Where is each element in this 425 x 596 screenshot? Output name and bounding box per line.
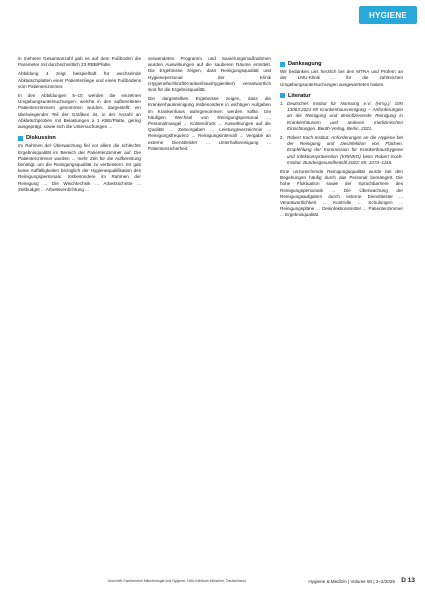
paragraph: Wir bedanken uns herzlich bei den MTRA und Prüfern an der LMU-Klinik ... für die zahlreichen Umgebungsuntersuchungen ausgewerteten haben. bbox=[280, 69, 403, 87]
section-heading-discussion: Diskussion bbox=[18, 135, 141, 141]
column-3 bbox=[280, 56, 403, 222]
footer-note: Anschrift: Fachbereich Mikrobiologie und Hygiene, LMU-Klinikum München, Deutschland bbox=[108, 579, 246, 583]
paragraph: Die dargestellten Ergebnisse zeigen, dass die Krankenhausreinigung insbesondere in wichtigen Aufgaben im Krankenhaus wahrgenommen werden sollte. Die häufigen Wechsel von Reinigungspersonal ... Personalmangel ... Kostendruck ... Auswirkungen auf die Qualität ... Zeitvorgaben ... Leistungsverzeichnis ... Reinigungsfrequenz ... Reinigungsintervall ... Vergabe an externe Dienstleister ... Unterhaltsreinigung ... Patientensicherheit. bbox=[148, 96, 271, 151]
section-heading-thanks: Danksagung bbox=[280, 61, 403, 67]
paragraph: Abbildung 4 zeigt beispielhaft für wechselnde Abklatschplatten einer Patientenliege und eines Fußbodens vom Patientenzimmer. bbox=[18, 71, 141, 89]
heading-marker-icon bbox=[18, 136, 23, 141]
column-2 bbox=[148, 56, 271, 155]
paragraph: Eine unzureichende Reinigungsqualität wurde bei den Begehungen häufig durch das Personal bemängelt. Die hohe Fluktuation sowie der Sprachbarriere des Reinigungspersonals ... Die Überwachung der Reinigungsaufgaben durch externe Dienstleister ... Verantwortlichkeit ... Kontrolle ... Schulungen ... Reinigungspläne ... Desinfektionsmittel ... Patientenzimmer ... Ergebnisqualität. bbox=[280, 169, 403, 218]
section-heading-literature: Literatur bbox=[280, 93, 403, 99]
paragraph: in mehrere Gesamtanzahl gab es auf dem Fußboden die Parameter mit durchschnittlich 23 RBB/Platte. bbox=[18, 56, 141, 68]
journal-citation: Hygiene & Medizin | Volume 50 | 1–2/2025 bbox=[308, 579, 395, 584]
reference-list bbox=[280, 101, 403, 166]
journal-logo: HYGIENE bbox=[359, 6, 417, 24]
heading-marker-icon bbox=[280, 93, 285, 98]
column-1 bbox=[18, 56, 141, 196]
page-number: D 13 bbox=[401, 577, 415, 584]
paragraph: verwendeten Programm und Sanierungsmaßnahmen wurden Auswirkungen auf die sauberen Räume ermittelt. Die Ergebnisse zeigen, dass Reinigungsqualität und Hygienepersonal der Klinik (Hygienefachkraft/Krankenhaushygieniker) verantwortlich sind für die Ergebnisqualität. bbox=[148, 56, 271, 93]
paragraph: In den Abbildungen 5–10 werden die einzelnen Umgebungsuntersuchungen, welche in den aufbereiteten Patientenzimmern genommen wurden, dargestellt: ein überwiegender Teil der Grafiken ist, in der Anzahl an Abklatschproben mit Belastungen ≥ 1 KBE/Platte, gering ausgeprägt, sowie sich die Untersuchungen ... bbox=[18, 93, 141, 130]
reference-item: 2. Robert Koch-Institut: Anforderungen an die Hygiene bei der Reinigung und Desinfektion von Flächen. Empfehlung der Kommission für Krankenhaushygiene und Infektionsprävention (KRINKO) beim Robert Koch-Institut. Bundesgesundheitsbl 2022; 65: 1074–1115. bbox=[280, 135, 403, 165]
paragraph: Im Rahmen der Überwachung fiel vor allem die schlechte Ergebnisqualität im Bereich der Patientenzimmer auf. Die Patientenzimmer wurden ... mehr Zeit für die Aufbereitung benötigt, um die Reinigungsqualität zu verbessern. Es gab keine Auffälligkeiten bezüglich der Hygienequalifikation des Reinigungspersonals. Insbesondere im Rahmen der Reinigung ... Die Wischtechnik ... Arbeitsschritte ... Zeitbudget ... Arbeitsverdichtung ... bbox=[18, 143, 141, 192]
reference-item: 1. Deutsches Institut für Normung e.V. (Hrsg.): DIN 13063:2021-09 Krankenhausreinigung – Anforderungen an die Reinigung und desinfizierende Reinigung in Krankenhäusern und anderen medizinischen Einrichtungen. Beuth-Verlag, Berlin, 2021. bbox=[280, 101, 403, 131]
heading-marker-icon bbox=[280, 62, 285, 67]
